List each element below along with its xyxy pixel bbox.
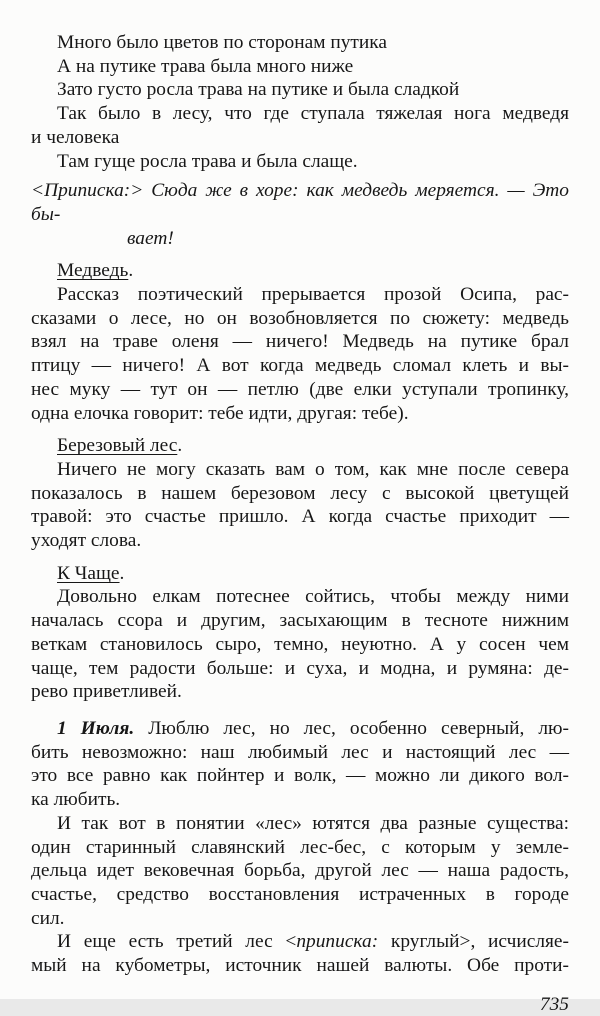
text-segment: показалось в нашем березовом лесу с высокой цветущей [31,482,569,504]
text-segment: взял на траве оленя — ничего! Медведь на путике брал [31,331,569,353]
text-segment: мый на кубометры, источник нашей валюты. Обе проти- [31,955,569,977]
text-segment: К Чаще [57,562,120,584]
text-segment: <Приписка:> Сюда же в хоре: как медведь меряется. — Это бы- [31,180,569,225]
text-segment: счастье, средство восстановления истраченных в городе [31,883,569,905]
text-line [31,150,569,174]
text-line [31,482,569,506]
text-line [31,259,569,283]
text-segment: одна елочка говорит: тебе идти, другая: тебе). [31,402,409,424]
section-heading-birch-forest [31,434,569,458]
text-segment: травой: это счастье пришло. А когда счастье приходит — [31,506,569,528]
text-line [31,788,569,812]
text-segment: . [119,562,125,584]
text-segment: ка любить. [31,789,121,811]
verse-block [31,31,569,173]
text-segment: Так было в лесу, что где ступала тяжелая нога медведя [57,103,569,125]
text-segment: приписка: [296,931,379,953]
section-heading-to-thicket [31,562,569,586]
text-segment: птицу — ничего! А вот когда медведь сломал клеть и вы- [31,355,569,377]
text-segment: один старинный славянский лес-бес, с которым у земле- [31,836,569,858]
text-line [31,633,569,657]
text-segment: рево приветливей. [31,681,182,703]
text-line [31,458,569,482]
text-line [31,930,569,954]
text-segment: Люблю лес, но лес, особенно северный, лю- [134,717,569,739]
text-line [31,764,569,788]
text-segment: уходят слова. [31,530,142,552]
text-line [31,529,569,553]
text-segment: бить невозможно: наш любимый лес и настоящий лес — [31,741,569,763]
text-line [31,609,569,633]
paragraph-bear [31,283,569,425]
text-segment: Много было цветов по сторонам путика [57,32,387,53]
text-line [31,434,569,458]
text-line [31,307,569,331]
text-segment: Ничего не могу сказать вам о том, как мне после севера [57,458,569,480]
text-segment: . [177,435,183,457]
text-segment: Там гуще росла трава и была слаще. [57,150,358,172]
text-line [31,55,569,79]
text-line [31,402,569,426]
text-segment: А на путике трава была много ниже [57,55,354,77]
text-segment: . [128,260,134,282]
diary-entry-july-1 [31,717,569,812]
text-segment: И так вот в понятии «лес» ютятся два разные существа: [57,812,569,834]
text-line [31,657,569,681]
section-heading-bear [31,259,569,283]
text-line [31,954,569,978]
text-segment: веткам становилось сыро, темно, неуютно. А у сосен чем [31,633,569,655]
text-line [31,812,569,836]
page-number: 735 [539,993,569,1015]
text-segment: это все равно как пойнтер и волк, — можно ли дикого вол- [31,765,569,787]
text-line [31,227,569,251]
text-segment: Медведь [57,260,129,282]
text-line [31,717,569,741]
text-line [31,562,569,586]
text-segment: сказами о лесе, но он возобновляется по сюжету: медведь [31,307,569,329]
annotation-pripiska [31,179,569,250]
text-line [31,859,569,883]
text-segment: Довольно елкам потеснее сойтись, чтобы между ними [57,586,569,608]
text-line [31,585,569,609]
text-segment: началась ссора и другим, засыхающим в тесноте нижним [31,610,569,632]
text-line [31,354,569,378]
text-segment: круглый>, исчисляе- [378,931,569,953]
text-line [31,102,569,126]
text-segment: сил. [31,907,65,929]
text-segment: вает! [127,227,174,249]
text-segment: чаще, тем радости больше: и суха, и модна, и румяна: де- [31,657,569,679]
paragraph-thicket [31,585,569,704]
text-segment: дельца идет вековечная борьба, другой лес — наша радость, [31,860,569,882]
text-line [31,179,569,226]
paragraph-third-forest [31,930,569,977]
text-line [31,836,569,860]
text-line [31,883,569,907]
text-segment: нес муку — тут он — петлю (две елки уступали тропинку, [31,378,569,400]
text-line [31,330,569,354]
paragraph-birch-forest [31,458,569,553]
text-line [31,680,569,704]
text-segment: И еще есть третий лес < [57,931,297,953]
text-line [31,907,569,931]
text-segment: 1 Июля. [57,717,135,739]
paragraph-two-forests [31,812,569,931]
text-line [31,126,569,150]
text-line [31,283,569,307]
text-line [31,505,569,529]
text-segment: Зато густо росла трава на путике и была сладкой [57,79,460,101]
text-segment: Березовый лес [57,435,178,457]
text-line [31,78,569,102]
text-column [31,31,569,978]
text-line [31,741,569,765]
text-line [31,31,569,55]
text-segment: и человека [31,126,120,148]
text-segment: Рассказ поэтический прерывается прозой Осипа, рас- [57,284,569,306]
text-line [31,378,569,402]
